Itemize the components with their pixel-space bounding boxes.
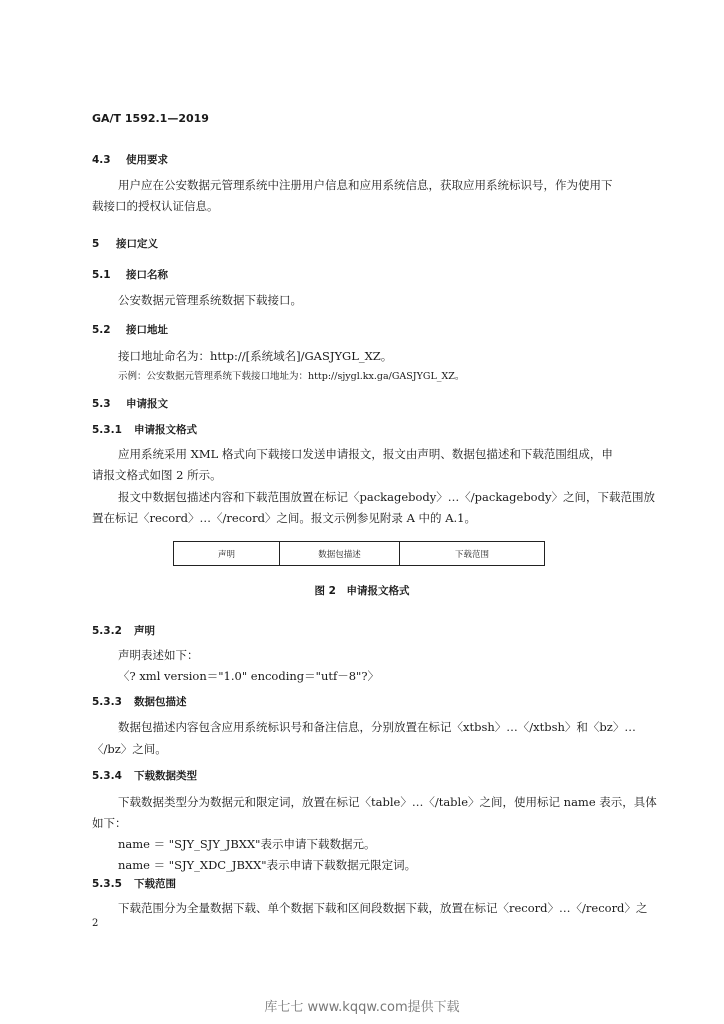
message-format-diagram [173, 541, 545, 566]
section-title: 下载数据类型 [134, 770, 197, 782]
section-number: 5.3.3 [92, 696, 122, 708]
download-footer-link[interactable]: 库七七 www.kqqw.com提供下载 [264, 1000, 460, 1015]
document-header: GA/T 1592.1—2019 [92, 112, 209, 125]
paragraph: 〈/bz〉之间。 [92, 742, 167, 756]
section-title: 数据包描述 [134, 696, 187, 708]
section-5-3-2-heading [92, 623, 155, 638]
paragraph: 载接口的授权认证信息。 [92, 199, 219, 213]
section-title: 接口地址 [126, 324, 168, 336]
declaration-cell: 声明 [174, 542, 280, 565]
section-number: 5.3.2 [92, 625, 122, 637]
paragraph: 请报文格式如图 2 所示。 [92, 468, 222, 482]
paragraph: 下载范围分为全量数据下载、单个数据下载和区间段数据下载，放置在标记〈record〉…〈/record〉之 [118, 901, 648, 915]
paragraph: 公安数据元管理系统数据下载接口。 [118, 293, 302, 307]
section-number: 4.3 [92, 154, 111, 166]
paragraph: name ＝ "SJY_XDC_JBXX"表示申请下载数据元限定词。 [118, 858, 417, 872]
example-note: 示例：公安数据元管理系统下载接口地址为：http://sjygl.kx.ga/GASJYGL_XZ。 [118, 371, 465, 382]
paragraph: 数据包描述内容包含应用系统标识号和备注信息，分别放置在标记〈xtbsh〉…〈/xtbsh〉和〈bz〉… [118, 720, 636, 734]
section-5-2-heading [92, 322, 168, 337]
download-range-cell: 下载范围 [454, 549, 489, 560]
page-number: 2 [92, 918, 99, 929]
section-title: 接口定义 [116, 238, 158, 250]
section-title: 下载范围 [134, 878, 176, 890]
section-number: 5.3 [92, 398, 111, 410]
section-title: 使用要求 [126, 154, 168, 166]
section-5-heading [92, 236, 158, 251]
section-5-1-heading [92, 267, 168, 282]
paragraph: name ＝ "SJY_SJY_JBXX"表示申请下载数据元。 [118, 837, 376, 851]
section-title: 申请报文 [126, 398, 168, 410]
xml-declaration: 〈? xml version＝"1.0" encoding＝"utf－8"?〉 [118, 669, 380, 683]
section-5-3-5-heading [92, 876, 176, 891]
section-number: 5.3.4 [92, 770, 122, 782]
section-number: 5.3.1 [92, 424, 122, 436]
paragraph: 报文中数据包描述内容和下载范围放置在标记〈packagebody〉…〈/packagebody〉之间，下载范围放 [118, 490, 655, 504]
section-5-3-4-heading [92, 768, 197, 783]
package-description-cell: 数据包描述 [280, 542, 400, 565]
section-number: 5.1 [92, 269, 111, 281]
section-number: 5 [92, 238, 100, 250]
paragraph: 用户应在公安数据元管理系统中注册用户信息和应用系统信息，获取应用系统标识号，作为使用下 [118, 178, 613, 192]
section-5-3-1-heading [92, 422, 197, 437]
paragraph: 应用系统采用 XML 格式向下载接口发送申请报文，报文由声明、数据包描述和下载范围组成，申 [118, 447, 613, 461]
section-title: 声明 [134, 625, 155, 637]
paragraph: 置在标记〈record〉…〈/record〉之间。报文示例参见附录 A 中的 A.1。 [92, 511, 476, 525]
paragraph: 接口地址命名为：http://[系统域名]/GASJYGL_XZ。 [118, 349, 393, 363]
paragraph: 如下： [92, 816, 127, 830]
figure-caption: 图 2 申请报文格式 [314, 585, 410, 597]
paragraph: 声明表述如下： [118, 648, 199, 662]
section-5-3-heading [92, 396, 168, 411]
section-title: 接口名称 [126, 269, 168, 281]
section-number: 5.2 [92, 324, 111, 336]
section-4-3-heading [92, 152, 168, 167]
section-number: 5.3.5 [92, 878, 122, 890]
section-title: 申请报文格式 [134, 424, 197, 436]
section-5-3-3-heading [92, 694, 187, 709]
paragraph: 下载数据类型分为数据元和限定词，放置在标记〈table〉…〈/table〉之间，使用标记 name 表示，具体 [118, 795, 657, 809]
